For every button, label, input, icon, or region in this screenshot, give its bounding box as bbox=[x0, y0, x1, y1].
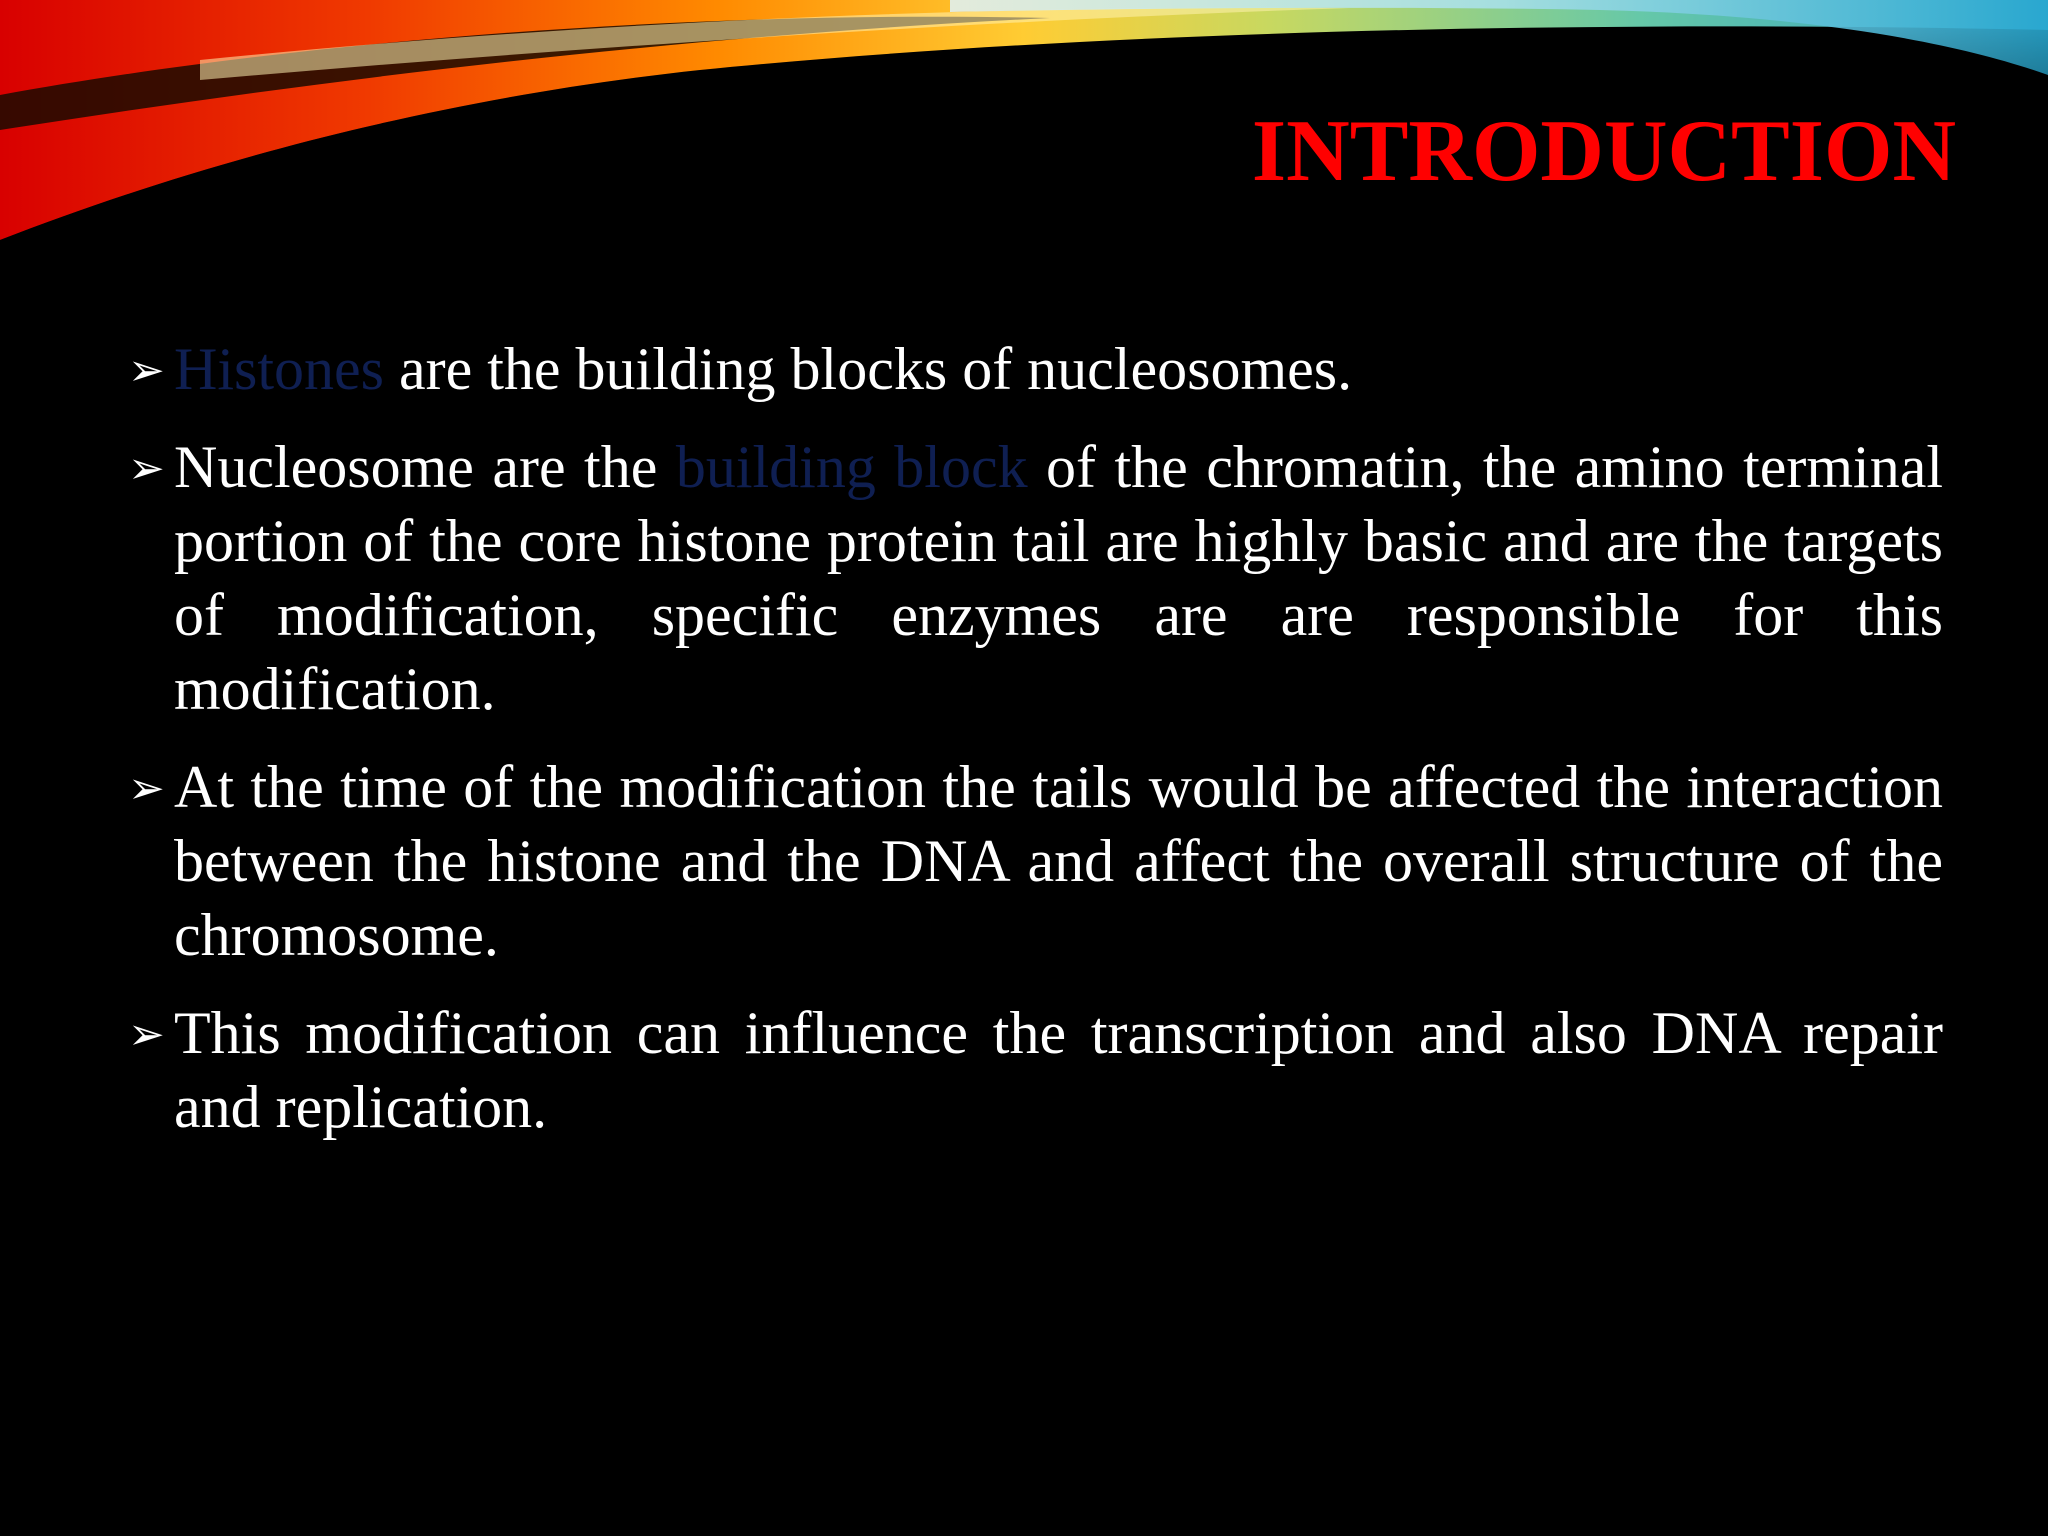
bullet-lead-text: Nucleosome are the bbox=[174, 434, 676, 500]
bullet-item bbox=[128, 996, 1943, 1144]
arrow-bullet-icon: ➢ bbox=[128, 345, 165, 396]
slide-title: INTRODUCTION bbox=[1251, 103, 1956, 200]
bullet-list bbox=[128, 332, 1943, 1168]
bullet-text: This modification can influence the transcription and also DNA repair and replication. bbox=[174, 1000, 1943, 1140]
arrow-bullet-icon: ➢ bbox=[128, 763, 165, 814]
arrow-bullet-icon: ➢ bbox=[128, 1009, 165, 1060]
bullet-text: are the building blocks of nucleosomes. bbox=[384, 336, 1353, 402]
bullet-text: of the chromatin, the amino terminal portion of the core histone protein tail are highly basic and are the targets of modification, specific enzymes are are responsible for this modification. bbox=[174, 434, 1943, 722]
bullet-item bbox=[128, 750, 1943, 972]
arrow-bullet-icon: ➢ bbox=[128, 443, 165, 494]
bullet-item bbox=[128, 332, 1943, 406]
histones-link[interactable]: Histones bbox=[174, 336, 384, 402]
bullet-text: At the time of the modification the tails would be affected the interaction between the histone and the DNA and affect the overall structure of the chromosome. bbox=[174, 754, 1943, 968]
bullet-item bbox=[128, 430, 1943, 726]
building-block-link[interactable]: building block bbox=[675, 434, 1028, 500]
